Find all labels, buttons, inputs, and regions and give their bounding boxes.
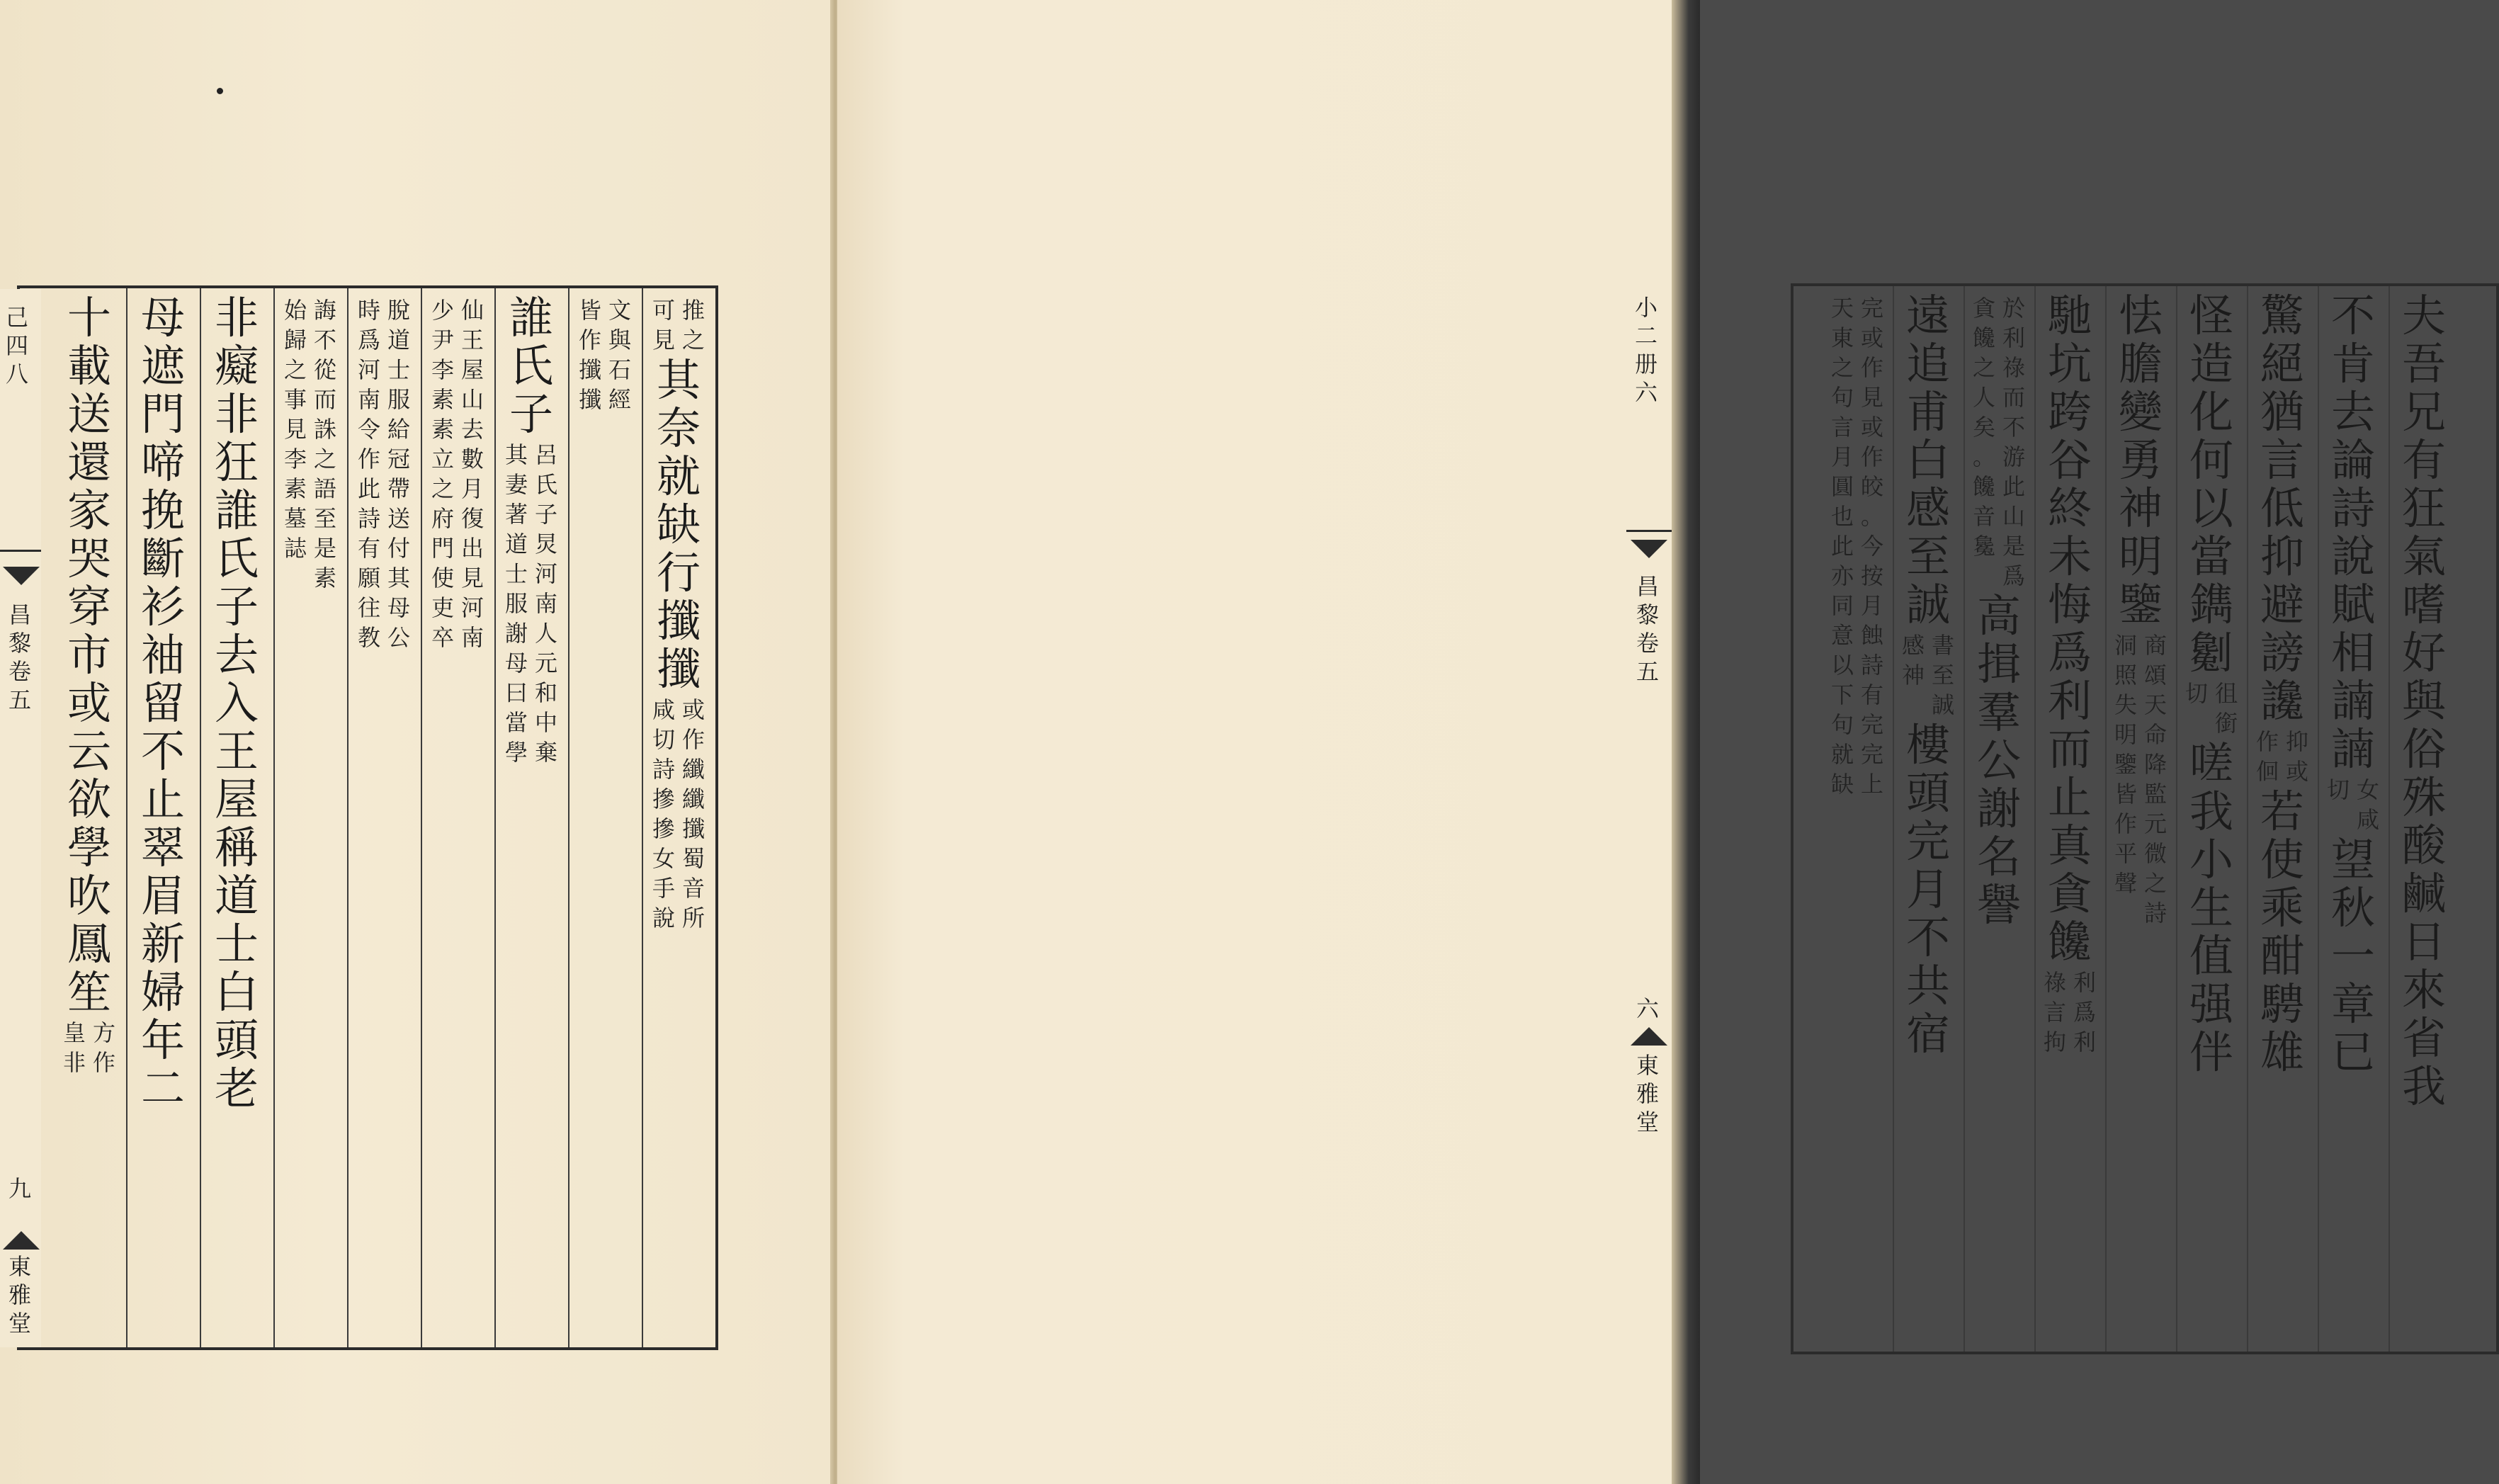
commentary-line: 利 爲 利 — [2073, 969, 2096, 1055]
commentary — [577, 295, 633, 414]
volume-title: 昌 黎 卷 五 — [1636, 573, 1659, 685]
column-rule — [2176, 286, 2177, 1352]
main-text: 若 使 乘 酣 騁 雄 — [2260, 786, 2304, 1078]
commentary — [2112, 630, 2169, 928]
text-column — [126, 294, 200, 1342]
commentary-line: 其 妻 著 道 士 服 謝 母 曰 當 學 — [504, 441, 528, 766]
margin-label: 己 四 八 — [5, 304, 28, 387]
commentary-line: 文 與 石 經 — [608, 297, 631, 413]
left-page — [0, 0, 834, 1484]
right-text-frame — [1791, 283, 2499, 1354]
commentary-line: 仙 王 屋 山 去 數 月 復 出 見 河 南 — [460, 297, 484, 651]
commentary — [1829, 293, 1886, 799]
volume-title: 昌 黎 卷 五 — [8, 601, 31, 713]
main-text: 不 肯 去 論 詩 說 賦 相 諵 諵 — [2330, 290, 2375, 775]
commentary — [2041, 968, 2098, 1057]
text-column — [421, 294, 494, 1342]
column-rule — [2105, 286, 2107, 1352]
main-text: 非 癡 非 狂 誰 氏 子 去 入 王 屋 稱 道 士 白 頭 老 — [214, 292, 259, 1114]
heart-rule — [0, 550, 41, 552]
commentary-line: 呂 氏 子 炅 河 南 人 元 和 中 棄 — [534, 441, 557, 766]
text-column — [2176, 292, 2247, 1346]
commentary-line: 作 佪 — [2255, 728, 2279, 785]
text-column — [2034, 292, 2105, 1346]
text-column — [2247, 292, 2318, 1346]
column-rule — [2388, 286, 2390, 1352]
publisher-name: 東 雅 堂 — [8, 1253, 31, 1337]
commentary-line: 皆 作 攕 攕 — [578, 297, 601, 413]
commentary — [1971, 293, 2027, 591]
text-column — [1964, 292, 2034, 1346]
commentary-line: 始 歸 之 事 見 李 素 墓 誌 — [283, 297, 307, 562]
commentary-line: 少 尹 李 素 素 立 之 府 門 使 吏 卒 — [431, 297, 454, 651]
text-column — [1893, 292, 1964, 1346]
column-rule — [347, 288, 348, 1347]
commentary-line: 時 爲 河 南 令 作 此 詩 有 願 往 教 — [357, 297, 380, 651]
right-page — [837, 0, 2446, 1484]
column-rule — [1893, 286, 1894, 1352]
main-text: 十 載 送 還 家 哭 穿 市 或 云 欲 學 吹 鳳 笙 — [67, 292, 111, 1018]
column-rule — [642, 288, 643, 1347]
book-fore-edge — [1672, 0, 1700, 1484]
commentary-line: 推 之 — [681, 297, 705, 353]
right-block-heart — [1626, 286, 1672, 1352]
text-column — [52, 294, 126, 1342]
commentary-line: 徂 銜 — [2214, 680, 2238, 737]
commentary-line: 書 至 誠 — [1931, 632, 1954, 718]
main-text: 望 秋 一 章 已 — [2330, 834, 2375, 1078]
column-rule — [126, 288, 128, 1347]
column-rule — [200, 288, 201, 1347]
column-rule — [421, 288, 422, 1347]
commentary-line: 切 — [2326, 776, 2350, 803]
text-column — [2388, 292, 2459, 1346]
page-number: 九 — [8, 1175, 31, 1202]
commentary-line: 感 神 — [1901, 632, 1925, 689]
main-text: 怯 膽 變 勇 神 明 鑒 — [2118, 290, 2163, 630]
column-rule — [1964, 286, 1965, 1352]
main-text: 其 奈 就 缺 行 攕 攕 — [656, 354, 701, 695]
text-column — [568, 294, 642, 1342]
commentary-line: 脫 道 士 服 給 冠 帶 送 付 其 母 公 — [387, 297, 410, 651]
fishtail-mark — [3, 1231, 40, 1250]
text-column — [1822, 292, 1893, 1346]
commentary-line: 誨 不 從 而 誅 之 語 至 是 素 — [313, 297, 336, 591]
commentary-line: 完 或 作 見 或 作 皎 。 今 按 月 蝕 詩 有 完 完 上 — [1860, 295, 1883, 798]
margin-label: 小 二 册 六 — [1634, 294, 1658, 406]
page-number: 六 — [1636, 995, 1659, 1022]
commentary-line: 可 見 — [652, 297, 675, 353]
ink-speck — [217, 88, 223, 94]
fishtail-mark — [1631, 540, 1667, 558]
commentary-line: 女 咸 — [2356, 776, 2379, 833]
commentary — [429, 295, 486, 652]
fishtail-mark — [1631, 1027, 1667, 1046]
commentary — [356, 295, 412, 652]
column-rule — [2318, 286, 2319, 1352]
main-text: 高 揖 羣 公 謝 名 譽 — [1976, 590, 2021, 931]
commentary — [650, 295, 707, 355]
text-column — [642, 294, 715, 1342]
column-rule — [494, 288, 496, 1347]
commentary — [2254, 727, 2311, 786]
commentary-line: 切 — [2184, 680, 2208, 707]
commentary — [650, 695, 707, 933]
main-text: 夫 吾 兄 有 狂 氣 嗜 好 與 俗 殊 酸 鹹 日 來 省 我 — [2401, 290, 2446, 1112]
commentary-line: 於 利 祿 而 不 游 此 山 是 爲 — [2002, 295, 2025, 589]
column-rule — [2247, 286, 2248, 1352]
main-text: 馳 坑 跨 谷 終 未 悔 爲 利 而 止 真 貪 饞 — [2047, 290, 2092, 968]
commentary — [61, 1018, 118, 1077]
text-column — [2318, 292, 2388, 1346]
publisher-name: 東 雅 堂 — [1636, 1052, 1659, 1135]
commentary-line: 抑 或 — [2285, 728, 2308, 785]
text-column — [494, 294, 568, 1342]
main-text: 母 遮 門 啼 挽 斷 衫 袖 留 不 止 翠 眉 新 婦 年 二 — [140, 292, 185, 1114]
commentary — [2325, 775, 2381, 834]
main-text: 遠 追 甫 白 感 至 誠 — [1905, 290, 1950, 630]
commentary-line: 皇 非 — [62, 1019, 86, 1076]
commentary-line: 天 東 之 句 言 月 圓 也 此 亦 同 意 以 下 句 就 缺 — [1830, 295, 1854, 798]
commentary-line: 方 作 — [92, 1019, 115, 1076]
column-rule — [568, 288, 570, 1347]
commentary-line: 商 頌 天 命 降 監 元 微 之 詩 — [2143, 632, 2167, 927]
left-block-heart — [0, 289, 41, 1347]
main-text: 誰 氏 子 — [509, 292, 553, 440]
main-text: 樓 頭 完 月 不 共 宿 — [1905, 719, 1950, 1060]
commentary-line: 貪 饞 之 人 矣 。 饞 音 毚 — [1972, 295, 1995, 560]
main-text: 怪 造 化 何 以 當 鐫 劖 — [2189, 290, 2233, 679]
commentary — [282, 295, 339, 593]
commentary-line: 或 作 纖 纖 攕 蜀 音 所 — [681, 696, 705, 931]
text-column — [200, 294, 273, 1342]
text-column — [347, 294, 421, 1342]
commentary — [2183, 679, 2240, 738]
commentary — [503, 440, 560, 767]
main-text: 嗟 我 小 生 值 强 伴 — [2189, 737, 2233, 1078]
commentary — [1900, 630, 1956, 720]
heart-rule — [1626, 530, 1672, 532]
commentary-line: 洞 照 失 明 鑒 皆 作 平 聲 — [2114, 632, 2137, 897]
fishtail-mark — [3, 567, 40, 585]
commentary-line: 咸 切 詩 摻 摻 女 手 說 — [652, 696, 675, 931]
commentary-line: 祿 言 拘 — [2043, 969, 2066, 1055]
main-text: 驚 絕 猶 言 低 抑 避 謗 讒 — [2260, 290, 2304, 727]
text-column — [2105, 292, 2176, 1346]
column-rule — [273, 288, 275, 1347]
column-rule — [2034, 286, 2036, 1352]
text-column — [273, 294, 347, 1342]
left-text-frame — [17, 285, 718, 1350]
